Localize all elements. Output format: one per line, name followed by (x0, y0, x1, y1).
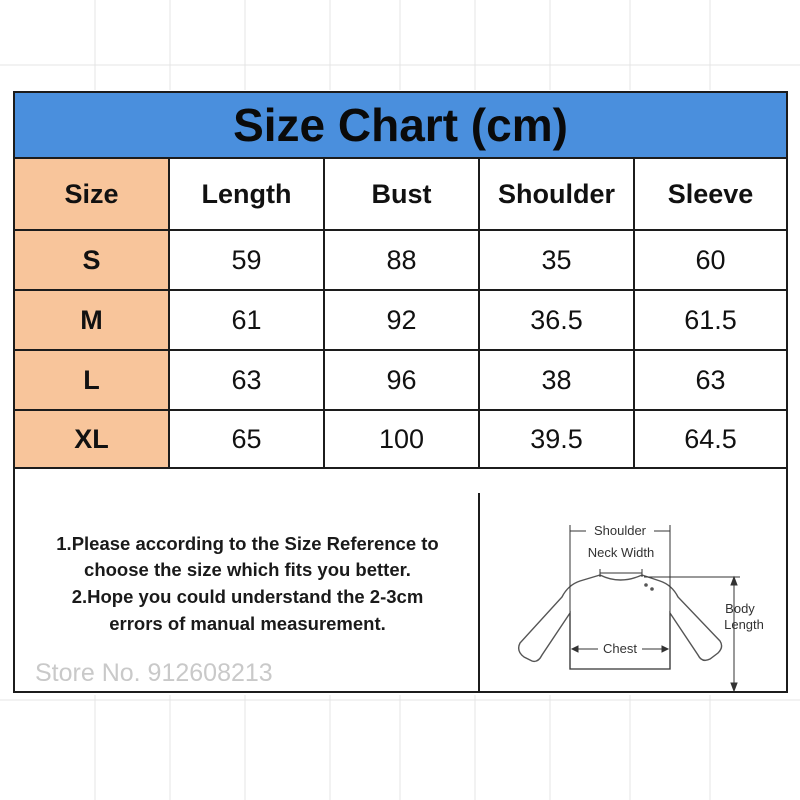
bust-cell: 92 (325, 291, 480, 351)
size-table (15, 159, 786, 469)
shoulder-cell: 35 (480, 231, 635, 291)
measurement-diagram (480, 493, 786, 691)
bust-cell: 100 (325, 411, 480, 469)
length-cell: 61 (170, 291, 325, 351)
sleeve-cell: 63 (635, 351, 786, 411)
header-size: Size (15, 159, 170, 231)
size-chart (13, 91, 788, 693)
chart-title: Size Chart (cm) (15, 93, 786, 159)
chest-label: Chest (603, 641, 637, 656)
length-cell: 63 (170, 351, 325, 411)
size-cell: S (15, 231, 170, 291)
header-bust: Bust (325, 159, 480, 231)
length-label: Length (724, 617, 764, 632)
length-cell: 59 (170, 231, 325, 291)
shoulder-cell: 39.5 (480, 411, 635, 469)
neck-width-label: Neck Width (587, 545, 655, 560)
size-cell: L (15, 351, 170, 411)
note-line: 2.Hope you could understand the 2-3cm (71, 586, 424, 607)
header-sleeve: Sleeve (635, 159, 786, 231)
notes-panel (15, 493, 480, 691)
size-cell: XL (15, 411, 170, 469)
length-cell: 65 (170, 411, 325, 469)
size-cell: M (15, 291, 170, 351)
bust-cell: 88 (325, 231, 480, 291)
body-length-dimension-icon (644, 577, 740, 691)
sleeve-cell: 64.5 (635, 411, 786, 469)
sleeve-cell: 61.5 (635, 291, 786, 351)
note-line: choose the size which fits you better. (84, 559, 411, 580)
shoulder-label: Shoulder (593, 523, 647, 538)
header-length: Length (170, 159, 325, 231)
info-section (15, 493, 786, 691)
body-label: Body (725, 601, 755, 616)
shirt-diagram (480, 493, 786, 691)
note-line: 1.Please according to the Size Reference to (56, 533, 439, 554)
shoulder-cell: 36.5 (480, 291, 635, 351)
shoulder-cell: 38 (480, 351, 635, 411)
sleeve-cell: 60 (635, 231, 786, 291)
neck-width-dimension-icon (600, 569, 642, 577)
note-line: errors of manual measurement. (109, 613, 386, 634)
header-shoulder: Shoulder (480, 159, 635, 231)
store-watermark: Store No. 912608213 (35, 659, 273, 687)
bust-cell: 96 (325, 351, 480, 411)
